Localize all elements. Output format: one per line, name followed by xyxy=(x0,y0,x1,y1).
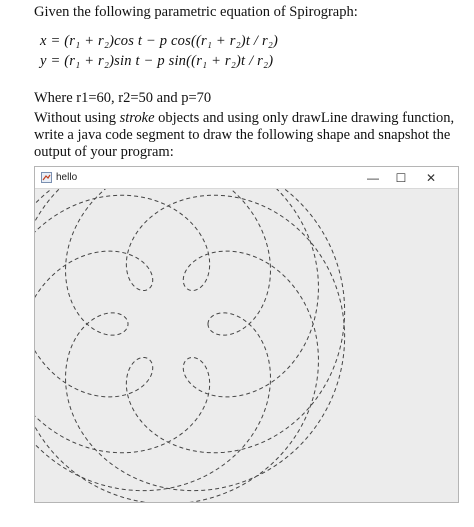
window-titlebar[interactable] xyxy=(35,167,458,189)
java-window xyxy=(34,166,459,503)
java-app-icon xyxy=(41,172,52,183)
task-text xyxy=(34,110,459,161)
task-part2: objects and using only drawLine drawing function, write a java code segment to draw the following shape and snapshot the output of your program: xyxy=(34,110,455,160)
window-title: hello xyxy=(56,172,78,183)
intro-text: Given the following parametric equation of Spirograph: xyxy=(34,4,358,20)
maximize-button[interactable]: ☐ xyxy=(395,170,407,185)
drawing-canvas xyxy=(35,189,458,502)
task-emphasis: stroke xyxy=(119,110,155,126)
parameters-text: Where r1=60, r2=50 and p=70 xyxy=(34,90,212,106)
equation-x: x = (r₁ + r₂)cos t − p cos((r₁ + r₂)t / r₂) xyxy=(40,33,279,49)
close-button[interactable]: ✕ xyxy=(425,170,437,185)
spirograph-curve xyxy=(35,189,345,502)
task-part1: Without using xyxy=(34,110,120,126)
equation-y: y = (r₁ + r₂)sin t − p sin((r₁ + r₂)t / r₂) xyxy=(40,53,274,69)
minimize-button[interactable]: — xyxy=(367,170,379,185)
